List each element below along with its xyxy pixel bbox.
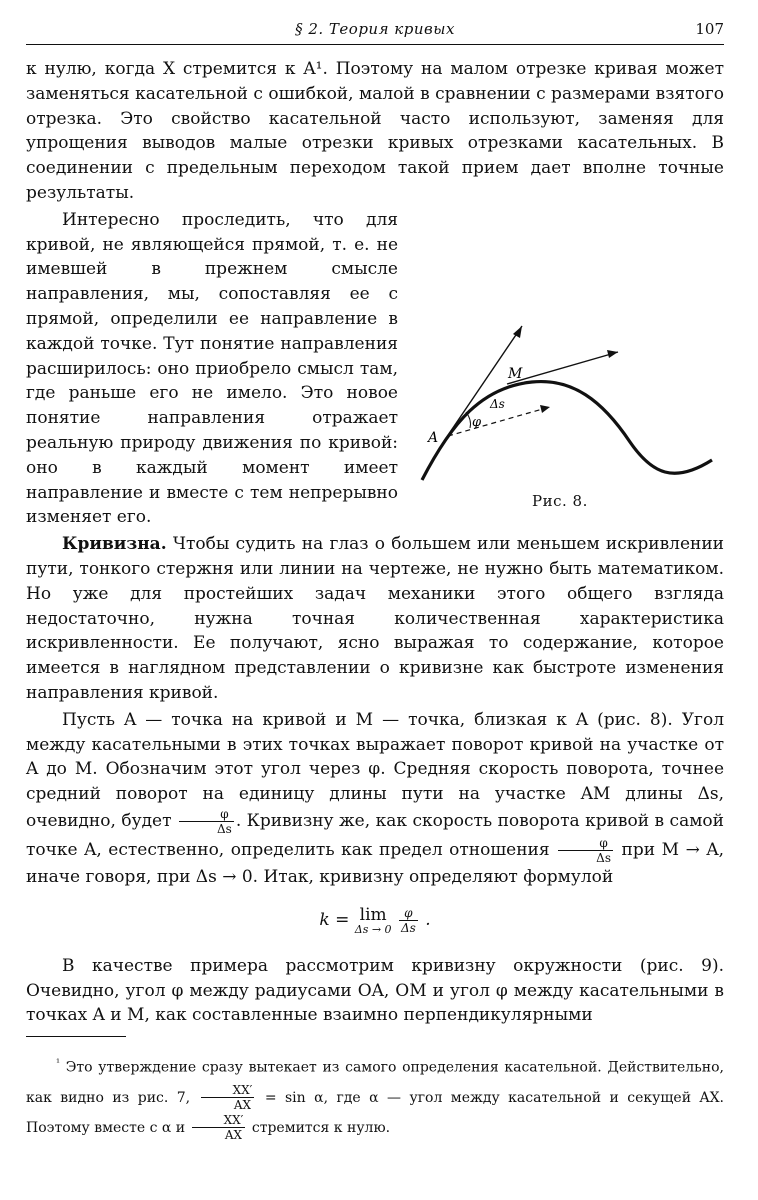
fraction-numerator: φ — [558, 836, 613, 851]
formula-limit — [355, 906, 392, 936]
fraction-denominator: Δs — [596, 850, 611, 865]
fraction-denominator: Δs — [216, 821, 232, 836]
fraction-denominator: AX — [224, 1128, 243, 1143]
section-heading-curvature: Кривизна. — [62, 534, 167, 555]
paragraph-4-text-c: при M → A, иначе говоря, при Δs → 0. Итак, кривизну определяют формулой — [26, 839, 725, 887]
parallel-tangent-dashed — [448, 408, 546, 436]
formula-end: . — [425, 909, 431, 930]
label-m: M — [508, 366, 523, 382]
footnote-text-c: стремится к нулю. — [251, 1119, 391, 1136]
paragraph-4-text-a: Пусть A — точка на кривой и M — точка, близкая к A (рис. 8). Угол между касательными в этих точках выражает поворот кривой на участке от A до M. Обозначим этот угол через φ. Средняя скорость поворота, точнее средний поворот на единицу длины пути на участке AM длины Δs, очевидно, будет — [26, 709, 724, 831]
footnote-text-a: Это утверждение сразу вытекает из самого определения касательной. Действительно, как видно из рис. 7, — [26, 1059, 724, 1106]
tangent-at-m-arrow — [607, 350, 618, 358]
fraction-phi-over-ds-2 — [558, 836, 613, 865]
footnote-text-b: = sin α, где α — угол между касательной и секущей AX. Поэтому вместе с α и — [26, 1089, 725, 1136]
curvature-formula — [26, 906, 724, 936]
label-a: A — [428, 430, 439, 446]
running-title: § 2. Теория кривых — [295, 20, 455, 38]
paragraph-5: В качестве примера рассмотрим кривизну окружности (рис. 9). Очевидно, угол φ между радиусами OA, OM и угол φ между касательными в точках A и M, как составленные взаимно перпендикулярными — [26, 955, 724, 1026]
figure-8-block — [412, 312, 730, 522]
tangent-at-m — [507, 352, 618, 384]
paragraph-3 — [26, 532, 724, 706]
label-phi: φ — [472, 415, 482, 430]
fraction-denominator: Δs — [400, 920, 416, 935]
label-delta-s: Δs — [490, 397, 505, 411]
header-rule — [26, 44, 724, 45]
formula-lim-word: lim — [359, 904, 387, 925]
fraction-phi-over-ds — [179, 807, 234, 836]
footnote-fraction-2 — [192, 1113, 246, 1142]
running-header — [26, 14, 724, 44]
formula-lhs: k = — [319, 909, 350, 930]
figure-8-diagram — [412, 312, 730, 492]
formula-lim-subscript: Δs → 0 — [354, 922, 392, 936]
paragraph-4 — [26, 708, 724, 890]
page-number: 107 — [695, 20, 724, 38]
figure-caption: Рис. 8. — [532, 492, 588, 510]
footnote-rule — [26, 1036, 126, 1037]
paragraph-2-text: Интересно проследить, что для кривой, не являющейся прямой, т. е. не имевшей в прежнем смысле направления, мы, сопоставляя ее с прямой, определили ее направление в каждой точке. Тут понятие направления расширилось: оно приобрело смысл там, где раньше его не имело. Это новое понятие направления отражает реальную природу движения по кривой: оно в каждый момент имеет направление и вместе с тем непрерывно изменяет его. — [26, 209, 398, 528]
paragraph-3-text: Чтобы судить на глаз о большем или меньшем искривлении пути, тонкого стержня или линии на чертеже, не нужно быть математиком. Но уже для простейших задач механики этого общего взгляда недостаточно, нужна точная количественная характеристика искривленности. Ее получают, ясно выражая то содержание, которое имеется в наглядном представлении о кривизне как быстроте изменения направления кривой. — [26, 534, 724, 703]
book-page — [26, 14, 724, 1143]
main-text — [26, 57, 724, 1028]
fraction-numerator: φ — [399, 906, 418, 921]
fraction-denominator: AX — [233, 1098, 252, 1113]
paragraph-4-text-b: . Кривизну же, как скорость поворота кривой в самой точке A, естественно, определить как предел отношения — [26, 810, 724, 860]
formula-fraction — [399, 906, 418, 935]
footnote — [26, 1049, 724, 1143]
footnote-mark: ¹ — [56, 1058, 61, 1070]
fraction-numerator: φ — [179, 807, 234, 822]
fraction-numerator: XX′ — [192, 1113, 246, 1128]
fraction-numerator: XX′ — [201, 1083, 255, 1098]
footnote-fraction-1 — [201, 1083, 255, 1112]
parallel-tangent-arrow — [540, 405, 550, 413]
footnote-text — [26, 1049, 724, 1143]
paragraph-1: к нулю, когда X стремится к A¹. Поэтому на малом отрезке кривая может заменяться касательной с ошибкой, малой в сравнении с размерами взятого отрезка. Это свойство касательной часто используют, заменяя для упрощения выводов малые отрезки кривых отрезками касательных. В соединении с предельным переходом такой прием дает вполне точные результаты. — [26, 59, 724, 203]
